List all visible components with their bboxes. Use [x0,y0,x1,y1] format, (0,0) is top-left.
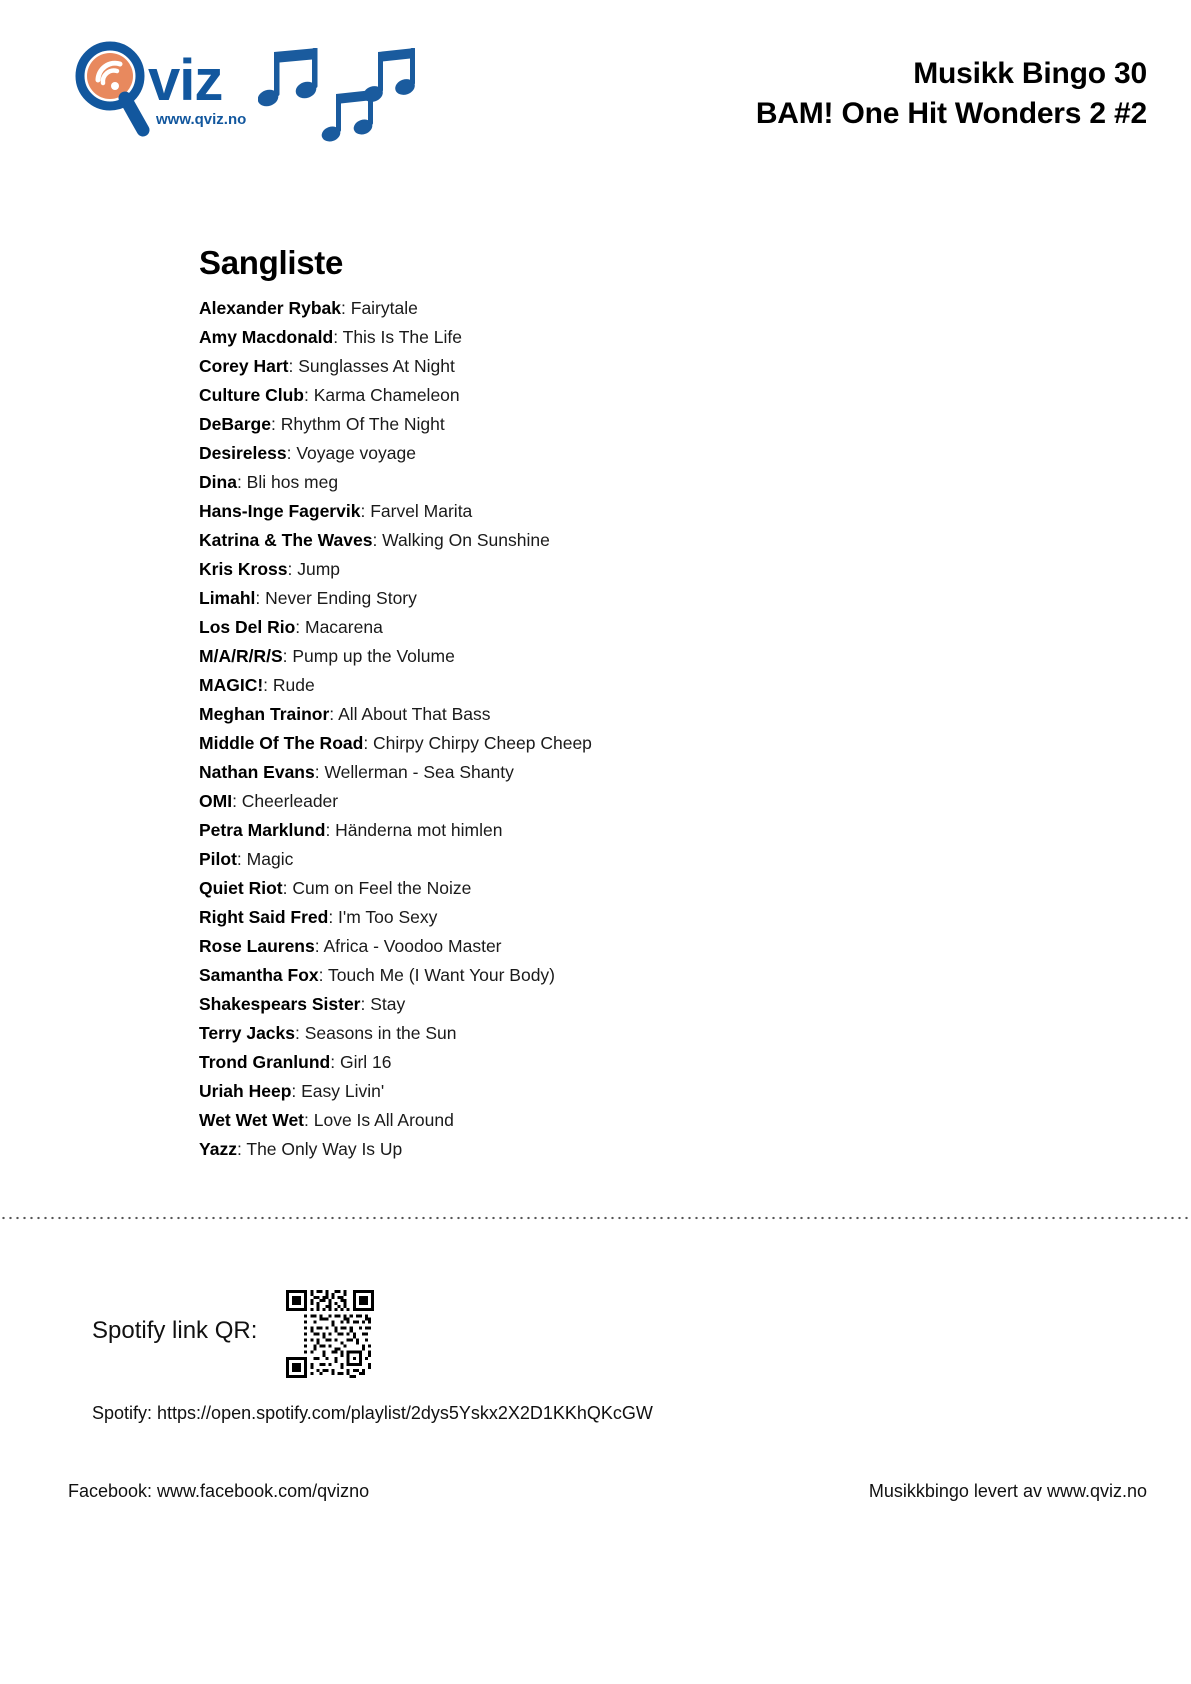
song-artist: Rose Laurens [199,936,315,956]
song-row [199,961,899,990]
song-separator: : [314,936,324,956]
song-row [199,642,899,671]
song-artist: Alexander Rybak [199,298,342,318]
song-row [199,352,899,381]
song-artist: Terry Jacks [199,1023,296,1043]
song-separator: : [282,878,293,898]
song-row [199,729,899,758]
music-notes-decoration [258,46,438,156]
song-title: Love Is All Around [313,1110,454,1130]
song-artist: Meghan Trainor [199,704,330,724]
song-title: The Only Way Is Up [246,1139,403,1159]
song-title: Stay [370,994,406,1014]
page-header [0,28,1191,158]
songlist-heading: Sangliste [199,244,344,281]
song-separator: : [363,733,374,753]
music-notes-icon [258,46,438,156]
song-separator: : [236,472,247,492]
song-title: All About That Bass [338,704,491,724]
song-title: Rude [272,675,315,695]
qr-code-icon[interactable] [286,1290,374,1378]
song-row [199,497,899,526]
song-artist: OMI [199,791,233,811]
songlist-section [199,243,899,1164]
song-artist: Hans-Inge Fagervik [199,501,361,521]
song-title: Rhythm Of The Night [280,414,445,434]
song-title: This Is The Life [342,327,462,347]
song-separator: : [318,965,329,985]
song-row [199,787,899,816]
song-row [199,468,899,497]
song-title: Macarena [305,617,383,637]
song-artist: Desireless [199,443,287,463]
song-artist: Los Del Rio [199,617,296,637]
song-title: Touch Me (I Want Your Body) [328,965,556,985]
song-title: Cum on Feel the Noize [292,878,472,898]
song-artist: DeBarge [199,414,271,434]
song-row [199,294,899,323]
song-separator: : [288,356,299,376]
song-separator: : [304,1110,314,1130]
song-artist: Uriah Heep [199,1081,292,1101]
song-row [199,903,899,932]
song-title: Pump up the Volume [292,646,455,666]
song-title: Sunglasses At Night [298,356,455,376]
qviz-logo [68,38,258,148]
song-separator: : [291,1081,302,1101]
song-title: Walking On Sunshine [382,530,550,550]
song-separator: : [287,559,298,579]
song-artist: Kris Kross [199,559,288,579]
song-artist: Quiet Riot [199,878,283,898]
song-row [199,1048,899,1077]
song-title: Voyage voyage [296,443,416,463]
song-row [199,410,899,439]
song-separator: : [282,646,293,666]
song-separator: : [255,588,266,608]
song-separator: : [329,704,339,724]
song-title: Karma Chameleon [313,385,460,405]
song-title: Farvel Marita [370,501,473,521]
song-artist: Culture Club [199,385,304,405]
song-separator: : [232,791,242,811]
song-row [199,555,899,584]
song-row [199,990,899,1019]
song-row [199,932,899,961]
song-title: Fairytale [350,298,418,318]
song-artist: Shakespears Sister [199,994,361,1014]
spotify-playlist-url[interactable]: Spotify: https://open.spotify.com/playlist/2dys5Yskx2X2D1KKhQKcGW [92,1403,653,1423]
song-artist: Right Said Fred [199,907,329,927]
song-separator: : [236,1139,247,1159]
song-artist: Middle Of The Road [199,733,364,753]
song-row [199,758,899,787]
song-row [199,1019,899,1048]
song-separator: : [314,762,325,782]
song-separator: : [236,849,247,869]
song-title: Never Ending Story [265,588,417,608]
song-separator: : [372,530,383,550]
song-separator: : [341,298,351,318]
song-title: Magic [246,849,294,869]
song-separator: : [286,443,297,463]
song-separator: : [295,617,305,637]
song-row [199,323,899,352]
footer-facebook-link[interactable]: Facebook: www.facebook.com/qvizno [68,1481,370,1501]
song-separator: : [360,994,371,1014]
song-title: Africa - Voodoo Master [323,936,502,956]
songlist-rows [199,294,899,1164]
spotify-qr-section [92,1290,692,1400]
song-row [199,1135,899,1164]
footer-attribution: Musikkbingo levert av www.qviz.no [868,1481,1147,1501]
song-artist: Katrina & The Waves [199,530,373,550]
qr-code-graphic [286,1290,374,1378]
song-title: Wellerman - Sea Shanty [324,762,514,782]
song-row [199,613,899,642]
song-title: Jump [297,559,341,579]
song-artist: M/A/R/R/S [199,646,283,666]
song-separator: : [360,501,371,521]
song-row [199,671,899,700]
song-title: Easy Livin' [301,1081,385,1101]
page-title [756,54,1147,134]
song-artist: Yazz [199,1139,237,1159]
song-row [199,1077,899,1106]
song-artist: MAGIC! [199,675,264,695]
song-artist: Samantha Fox [199,965,319,985]
song-artist: Trond Granlund [199,1052,331,1072]
svg-text:www.qviz.no: www.qviz.no [156,111,247,128]
song-separator: : [295,1023,305,1043]
dotted-divider [0,1216,1191,1220]
svg-text:viz: viz [148,48,223,113]
song-row [199,1106,899,1135]
song-separator: : [270,414,281,434]
song-row [199,816,899,845]
song-title: Chirpy Chirpy Cheep Cheep [373,733,592,753]
song-artist: Petra Marklund [199,820,326,840]
title-line-2: BAM! One Hit Wonders 2 #2 [755,97,1147,130]
song-row [199,439,899,468]
song-artist: Amy Macdonald [199,327,334,347]
song-separator: : [333,327,343,347]
song-title: Girl 16 [339,1052,392,1072]
page-footer [0,1478,1191,1518]
song-artist: Dina [199,472,237,492]
song-separator: : [330,1052,340,1072]
song-artist: Nathan Evans [199,762,315,782]
song-row [199,526,899,555]
song-artist: Limahl [199,588,256,608]
song-separator: : [263,675,273,695]
song-separator: : [328,907,339,927]
song-title: Cheerleader [241,791,339,811]
song-title: Händerna mot himlen [335,820,503,840]
song-row [199,700,899,729]
song-row [199,845,899,874]
song-row [199,381,899,410]
song-row [199,584,899,613]
title-line-1: Musikk Bingo 30 [913,57,1147,90]
qr-label: Spotify link QR: [92,1317,258,1344]
song-title: Bli hos meg [246,472,339,492]
magnifier-q-logo-icon [68,38,258,148]
song-title: I'm Too Sexy [338,907,438,927]
song-row [199,874,899,903]
song-separator: : [304,385,314,405]
song-artist: Pilot [199,849,237,869]
song-separator: : [325,820,336,840]
song-artist: Wet Wet Wet [199,1110,305,1130]
song-title: Seasons in the Sun [304,1023,457,1043]
song-artist: Corey Hart [199,356,289,376]
